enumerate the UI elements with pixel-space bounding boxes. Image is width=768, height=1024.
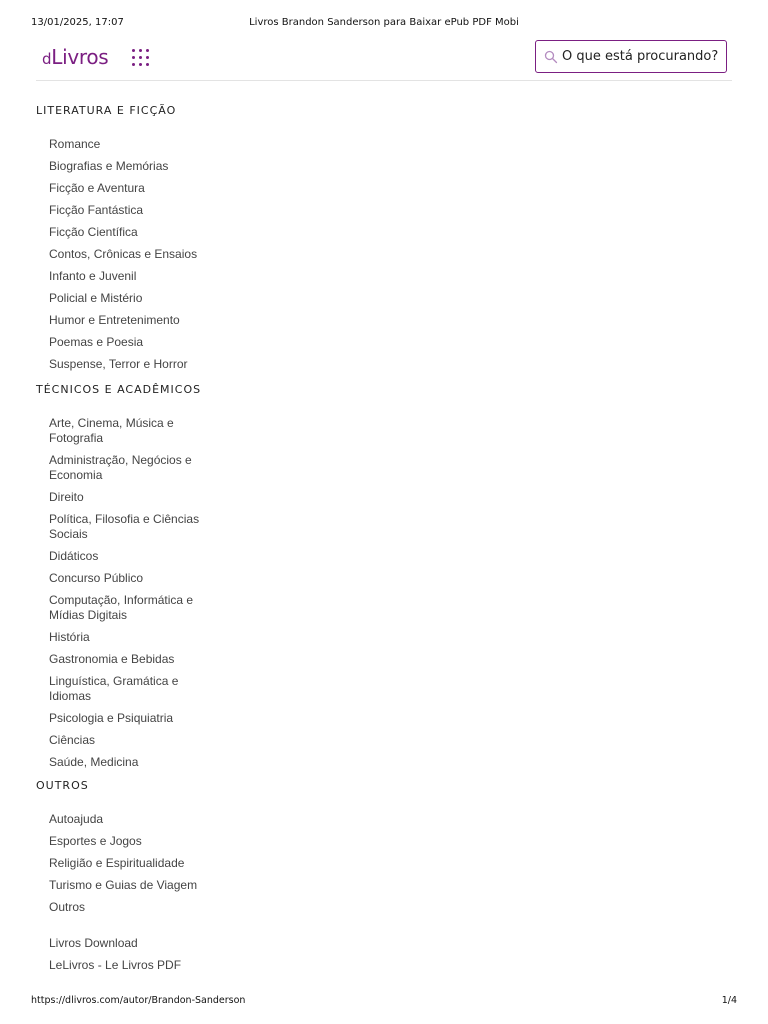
search-icon xyxy=(544,50,558,64)
category-link[interactable]: Outros xyxy=(49,900,86,914)
category-link[interactable]: Concurso Público xyxy=(49,571,144,585)
print-datetime: 13/01/2025, 17:07 xyxy=(31,17,124,28)
search-box[interactable] xyxy=(535,40,727,73)
category-link[interactable]: Direito xyxy=(49,490,84,504)
category-link[interactable]: Ficção e Aventura xyxy=(49,181,145,195)
category-link[interactable]: Suspense, Terror e Horror xyxy=(49,357,188,371)
category-link[interactable]: Infanto e Juvenil xyxy=(49,269,137,283)
category-link[interactable]: Biografias e Memórias xyxy=(49,159,169,173)
category-link[interactable]: Psicologia e Psiquiatria xyxy=(49,711,174,725)
category-link[interactable]: Ciências xyxy=(49,733,96,747)
print-footer xyxy=(0,995,768,1009)
category-link[interactable]: Policial e Mistério xyxy=(49,291,143,305)
category-link[interactable]: Gastronomia e Bebidas xyxy=(49,652,175,666)
site-header xyxy=(36,40,732,81)
category-link[interactable]: Religião e Espiritualidade xyxy=(49,856,185,870)
livros-download-link[interactable]: Livros Download xyxy=(49,936,138,950)
section-title-literatura: LITERATURA E FICÇÃO xyxy=(36,104,177,117)
lelivros-link[interactable]: LeLivros - Le Livros PDF xyxy=(49,958,182,972)
print-page-number: 1/4 xyxy=(721,995,737,1006)
category-link[interactable]: Poemas e Poesia xyxy=(49,335,144,349)
category-link[interactable]: Humor e Entretenimento xyxy=(49,313,180,327)
print-url: https://dlivros.com/autor/Brandon-Sanderson xyxy=(31,995,246,1006)
print-header xyxy=(0,17,768,31)
apps-grid-icon[interactable] xyxy=(132,49,149,66)
category-link[interactable]: Administração, Negócios e Economia xyxy=(49,453,192,482)
category-list-literatura xyxy=(49,137,214,379)
category-link[interactable]: Arte, Cinema, Música e Fotografia xyxy=(49,416,174,445)
print-page-title: Livros Brandon Sanderson para Baixar ePub PDF Mobi xyxy=(249,17,519,28)
logo-prefix: d xyxy=(42,50,52,68)
category-link[interactable]: Ficção Científica xyxy=(49,225,138,239)
category-link[interactable]: Autoajuda xyxy=(49,812,104,826)
category-link[interactable]: Esportes e Jogos xyxy=(49,834,142,848)
logo-text: Livros xyxy=(51,45,109,69)
search-input[interactable] xyxy=(562,49,722,64)
category-link[interactable]: Didáticos xyxy=(49,549,99,563)
category-link[interactable]: Romance xyxy=(49,137,101,151)
category-link[interactable]: Ficção Fantástica xyxy=(49,203,144,217)
category-link[interactable]: Turismo e Guias de Viagem xyxy=(49,878,198,892)
category-list-tecnicos xyxy=(49,416,214,777)
category-list-outros xyxy=(49,812,214,922)
section-title-outros: OUTROS xyxy=(36,779,89,792)
extra-links xyxy=(49,936,214,980)
category-link[interactable]: História xyxy=(49,630,90,644)
category-link[interactable]: Contos, Crônicas e Ensaios xyxy=(49,247,198,261)
category-link[interactable]: Política, Filosofia e Ciências Sociais xyxy=(49,512,200,541)
category-link[interactable]: Linguística, Gramática e Idiomas xyxy=(49,674,179,703)
category-link[interactable]: Computação, Informática e Mídias Digitais xyxy=(49,593,194,622)
section-title-tecnicos: TÉCNICOS E ACADÊMICOS xyxy=(36,383,202,396)
category-link[interactable]: Saúde, Medicina xyxy=(49,755,139,769)
site-logo[interactable] xyxy=(42,42,108,72)
